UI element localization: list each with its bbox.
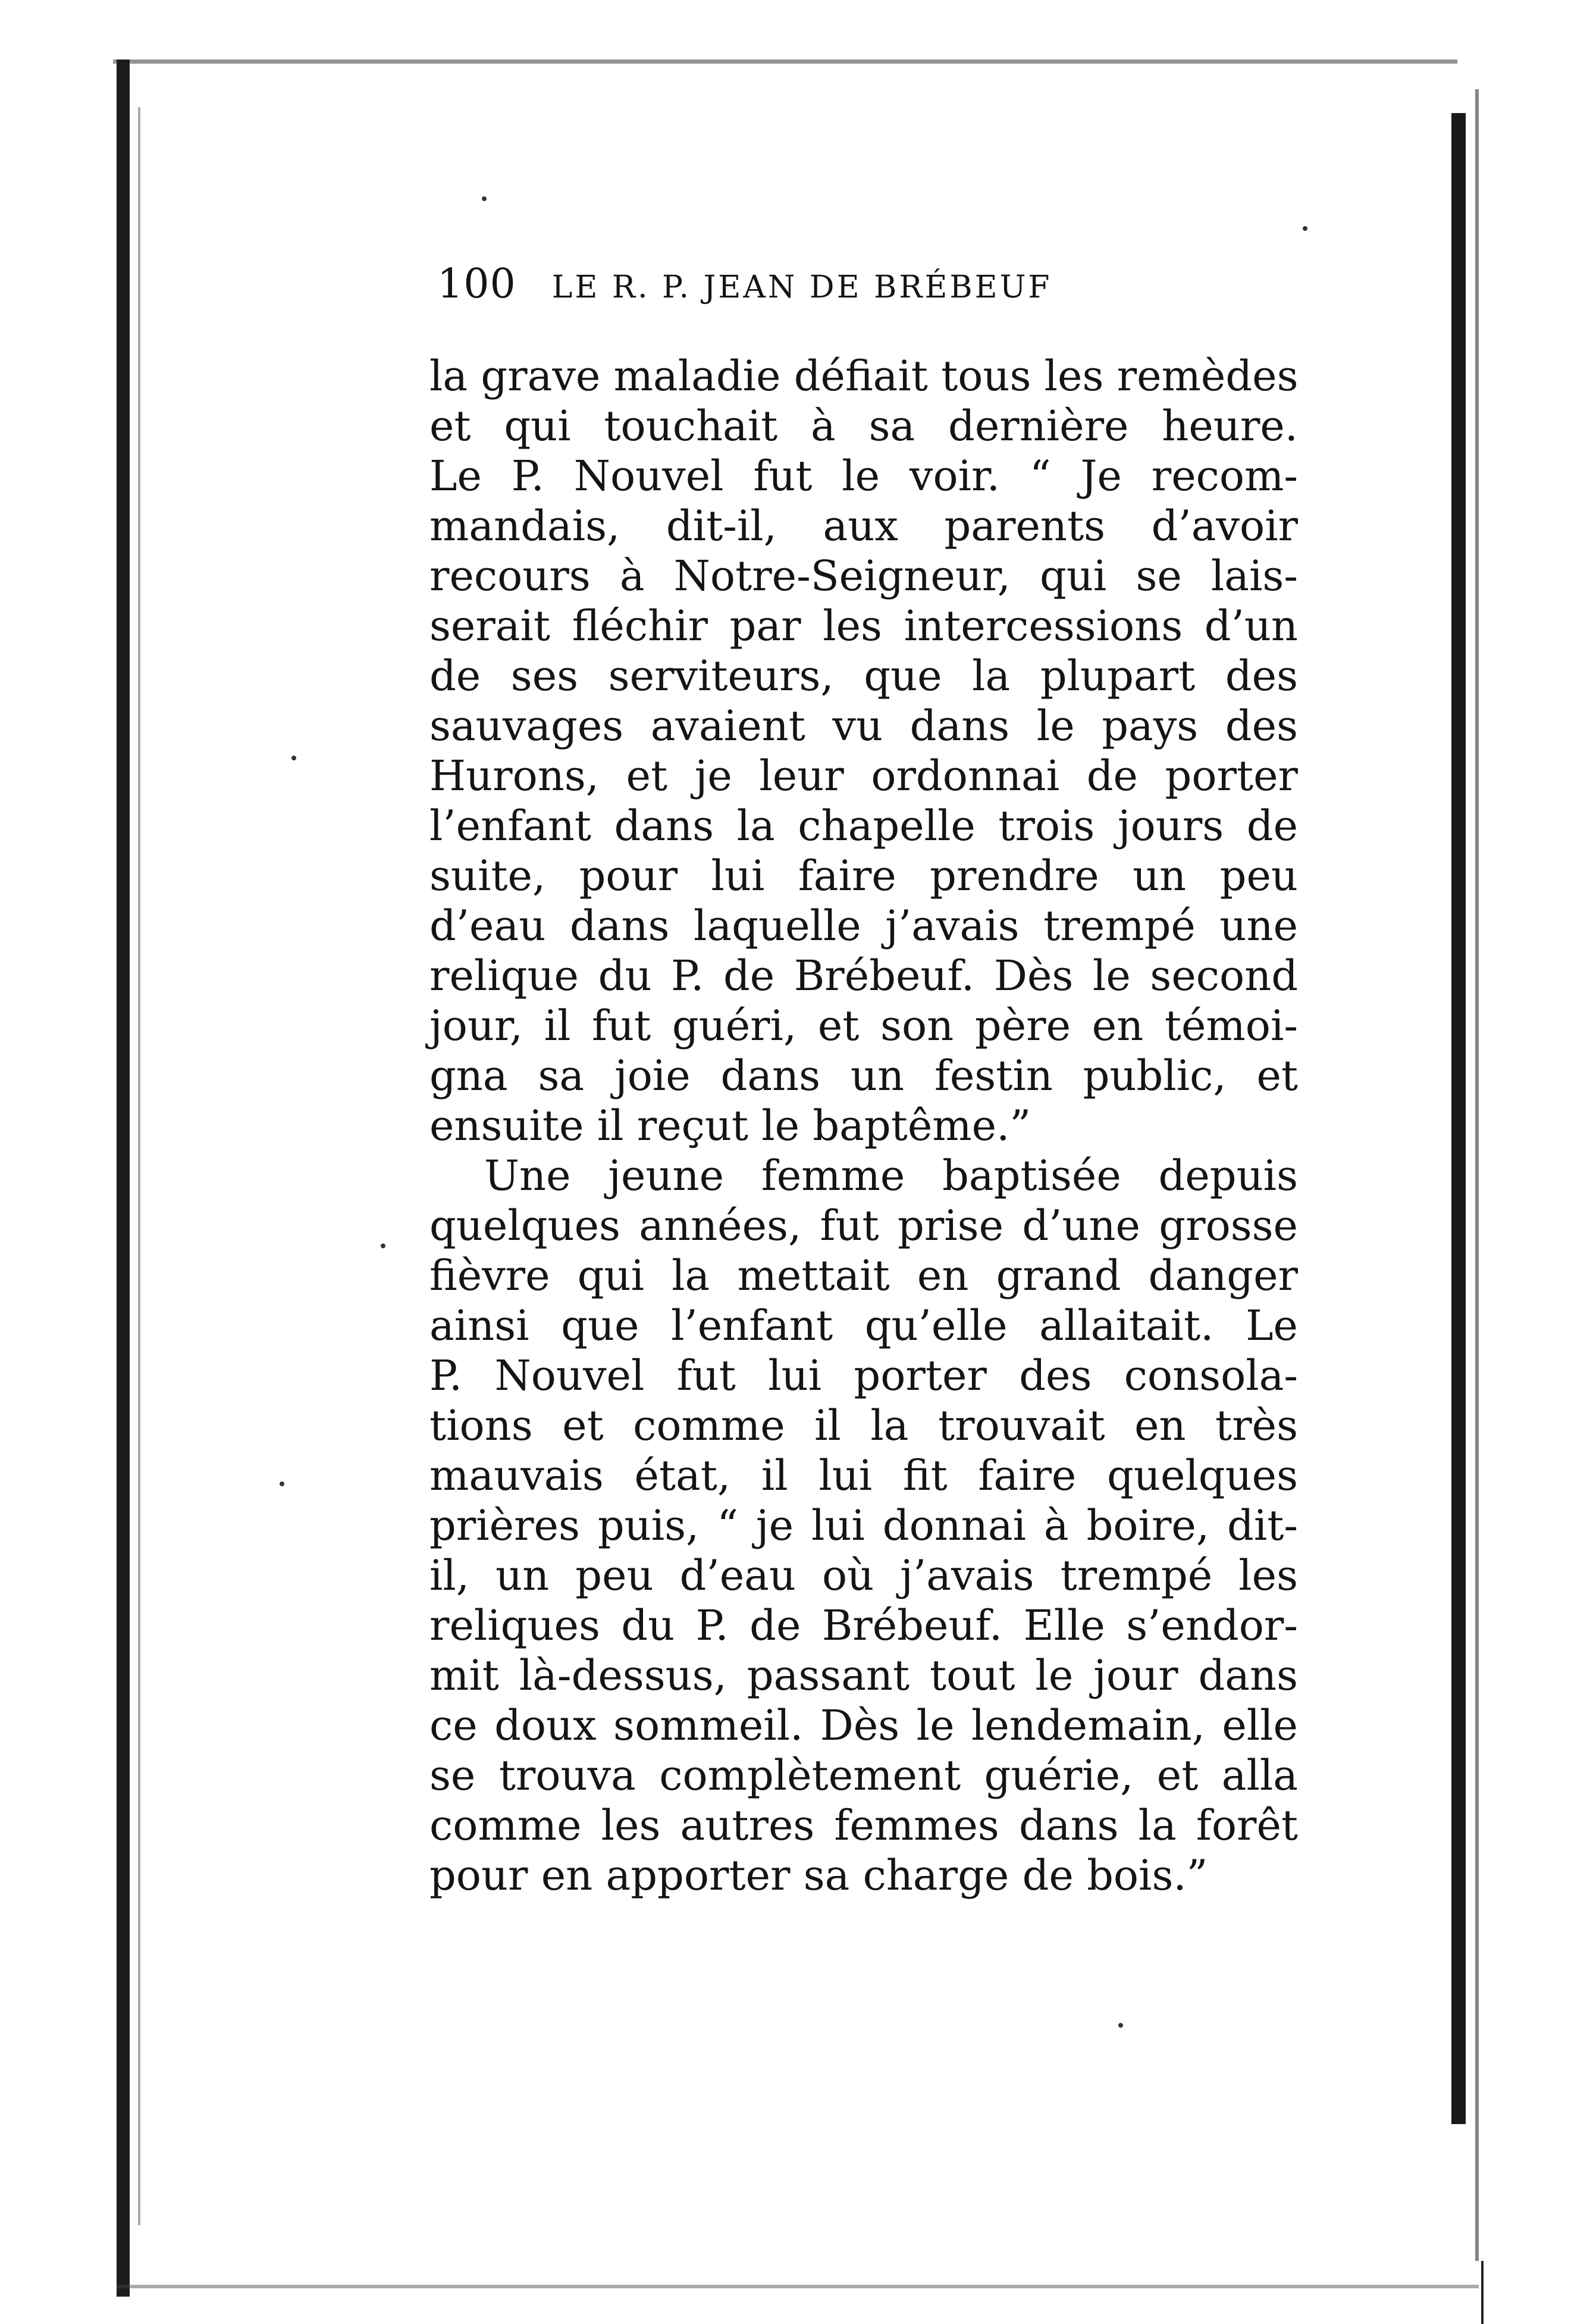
text-line: gna sa joie dans un festin public, et xyxy=(429,1051,1298,1100)
text-line: d’eau dans laquelle j’avais trempé une xyxy=(429,901,1298,950)
scan-speck xyxy=(482,196,487,201)
scan-border-right-outer xyxy=(1475,89,1479,2261)
text-line: suite, pour lui faire prendre un peu xyxy=(429,851,1298,900)
text-line: relique du P. de Brébeuf. Dès le second xyxy=(429,951,1298,1000)
text-line: sauvages avaient vu dans le pays des xyxy=(429,701,1298,750)
text-line-paragraph-start: Une jeune femme baptisée depuis xyxy=(484,1151,1298,1200)
text-line: mit là-dessus, passant tout le jour dans xyxy=(429,1651,1298,1700)
body-text xyxy=(429,351,1298,1900)
text-line: prières puis, “ je lui donnai à boire, dit- xyxy=(429,1501,1298,1550)
text-line: l’enfant dans la chapelle trois jours de xyxy=(429,801,1298,850)
scan-border-left xyxy=(117,59,130,2297)
text-line: la grave maladie défiait tous les remèdes xyxy=(429,352,1299,400)
text-line: et qui touchait à sa dernière heure. xyxy=(429,402,1298,450)
text-line: comme les autres femmes dans la forêt xyxy=(429,1801,1298,1850)
text-line: Hurons, et je leur ordonnai de porter xyxy=(429,751,1298,800)
text-line: fièvre qui la mettait en grand danger xyxy=(429,1251,1298,1300)
scan-border-bottom xyxy=(117,2285,1479,2288)
text-line: ainsi que l’enfant qu’elle allaitait. Le xyxy=(429,1301,1298,1350)
text-line: ensuite il reçut le baptême.” xyxy=(429,1101,1031,1150)
running-header xyxy=(437,261,1300,308)
text-line: ce doux sommeil. Dès le lendemain, elle xyxy=(429,1701,1298,1750)
text-line: Le P. Nouvel fut le voir. “ Je recom- xyxy=(429,452,1298,500)
text-line: pour en apporter sa charge de bois.” xyxy=(429,1851,1208,1900)
text-line: reliques du P. de Brébeuf. Elle s’endor- xyxy=(429,1601,1298,1650)
scan-border-right-stub xyxy=(1481,2261,1484,2324)
page-number: 100 xyxy=(437,261,516,308)
scan-speck xyxy=(291,756,296,760)
scan-speck xyxy=(1303,226,1307,231)
text-line: recours à Notre-Seigneur, qui se lais- xyxy=(429,552,1298,600)
text-line: mauvais état, il lui fit faire quelques xyxy=(429,1451,1298,1500)
scan-border-left-inner xyxy=(138,107,140,2225)
text-line: tions et comme il la trouvait en très xyxy=(429,1401,1298,1450)
scan-border-right xyxy=(1451,113,1466,2124)
text-line: de ses serviteurs, que la plupart des xyxy=(429,652,1298,700)
text-line: se trouva complètement guérie, et alla xyxy=(429,1751,1298,1800)
scan-speck xyxy=(1118,2023,1123,2028)
text-line: quelques années, fut prise d’une grosse xyxy=(429,1201,1298,1250)
text-line: mandais, dit-il, aux parents d’avoir xyxy=(429,502,1298,550)
text-line: il, un peu d’eau où j’avais trempé les xyxy=(429,1551,1298,1600)
scan-speck xyxy=(280,1482,284,1486)
scan-border-top xyxy=(113,59,1457,64)
scan-speck xyxy=(381,1244,385,1248)
text-line: serait fléchir par les intercessions d’un xyxy=(429,602,1298,650)
running-title: LE R. P. JEAN DE BRÉBEUF xyxy=(551,270,1052,305)
text-line: P. Nouvel fut lui porter des consola- xyxy=(429,1351,1298,1400)
text-line: jour, il fut guéri, et son père en témoi- xyxy=(429,1001,1298,1050)
